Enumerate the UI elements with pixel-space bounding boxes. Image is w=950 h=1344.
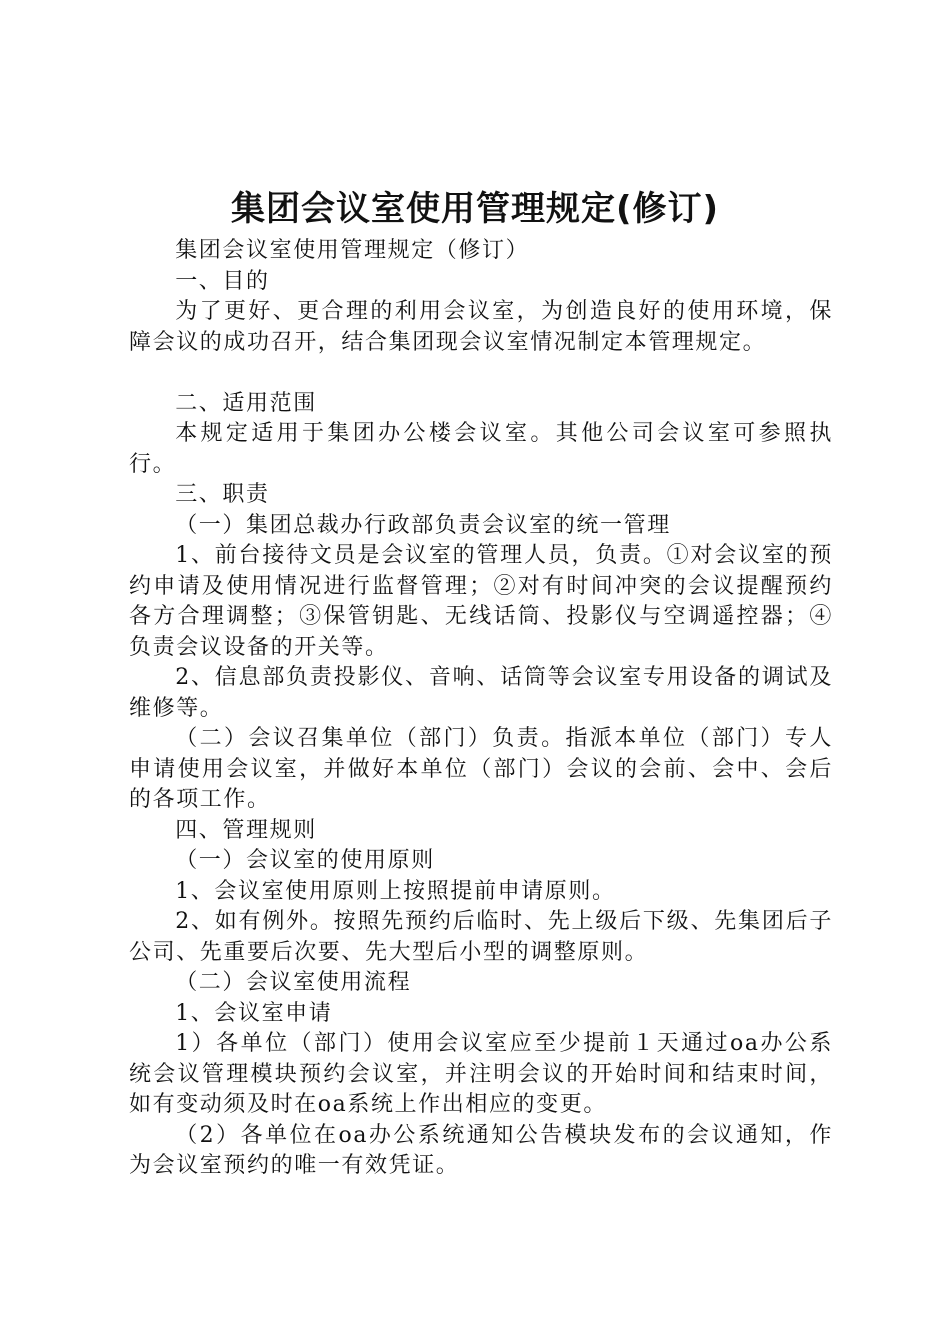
- heading-purpose: 一、目的: [175, 268, 270, 294]
- paragraph-principle-2: 2、如有例外。按照先预约后临时、先上级后下级、先集团后子公司、先重要后次要、先大型后小型的调整原则。: [129, 909, 833, 965]
- heading-scope: 二、适用范围: [175, 390, 317, 416]
- paragraph-convener-duties: （二）会议召集单位（部门）负责。指派本单位（部门）专人申请使用会议室，并做好本单位（部门）会议的会前、会中、会后的各项工作。: [129, 726, 833, 812]
- paragraph-principle-1: 1、会议室使用原则上按照提前申请原则。: [175, 878, 616, 904]
- heading-duties: 三、职责: [175, 482, 270, 507]
- paragraph-scope: 本规定适用于集团办公楼会议室。其他公司会议室可参照执行。: [129, 421, 833, 477]
- document-title: 集团会议室使用管理规定(修订): [230, 189, 720, 229]
- paragraph-purpose: 为了更好、更合理的利用会议室，为创造良好的使用环境，保障会议的成功召开，结合集团现会议室情况制定本管理规定。: [129, 299, 833, 355]
- subheading-usage-principles: （一）会议室的使用原则: [175, 848, 435, 873]
- subheading-admin-dept: （一）集团总裁办行政部负责会议室的统一管理: [175, 512, 671, 538]
- heading-application: 1、会议室申请: [175, 1000, 333, 1026]
- paragraph-it-duties: 2、信息部负责投影仪、音响、话筒等会议室专用设备的调试及维修等。: [129, 665, 833, 721]
- paragraph-reception-duties: 1、前台接待文员是会议室的管理人员，负责。①对会议室的预约申请及使用情况进行监督管理；②对有时间冲突的会议提醒预约各方合理调整；③保管钥匙、无线话筒、投影仪与空调遥控器；④负责会议设备的开关等。: [129, 543, 833, 660]
- paragraph-application-2: （2）各单位在oa办公系统通知公告模块发布的会议通知，作为会议室预约的唯一有效凭证。: [129, 1122, 833, 1178]
- paragraph-subtitle: 集团会议室使用管理规定（修订）: [175, 238, 530, 263]
- subheading-usage-process: （二）会议室使用流程: [175, 970, 412, 995]
- heading-rules: 四、管理规则: [175, 817, 317, 843]
- paragraph-application-1: 1）各单位（部门）使用会议室应至少提前１天通过oa办公系统会议管理模块预约会议室，并注明会议的开始时间和结束时间，如有变动须及时在oa系统上作出相应的变更。: [129, 1031, 833, 1117]
- document-body: [129, 236, 833, 1182]
